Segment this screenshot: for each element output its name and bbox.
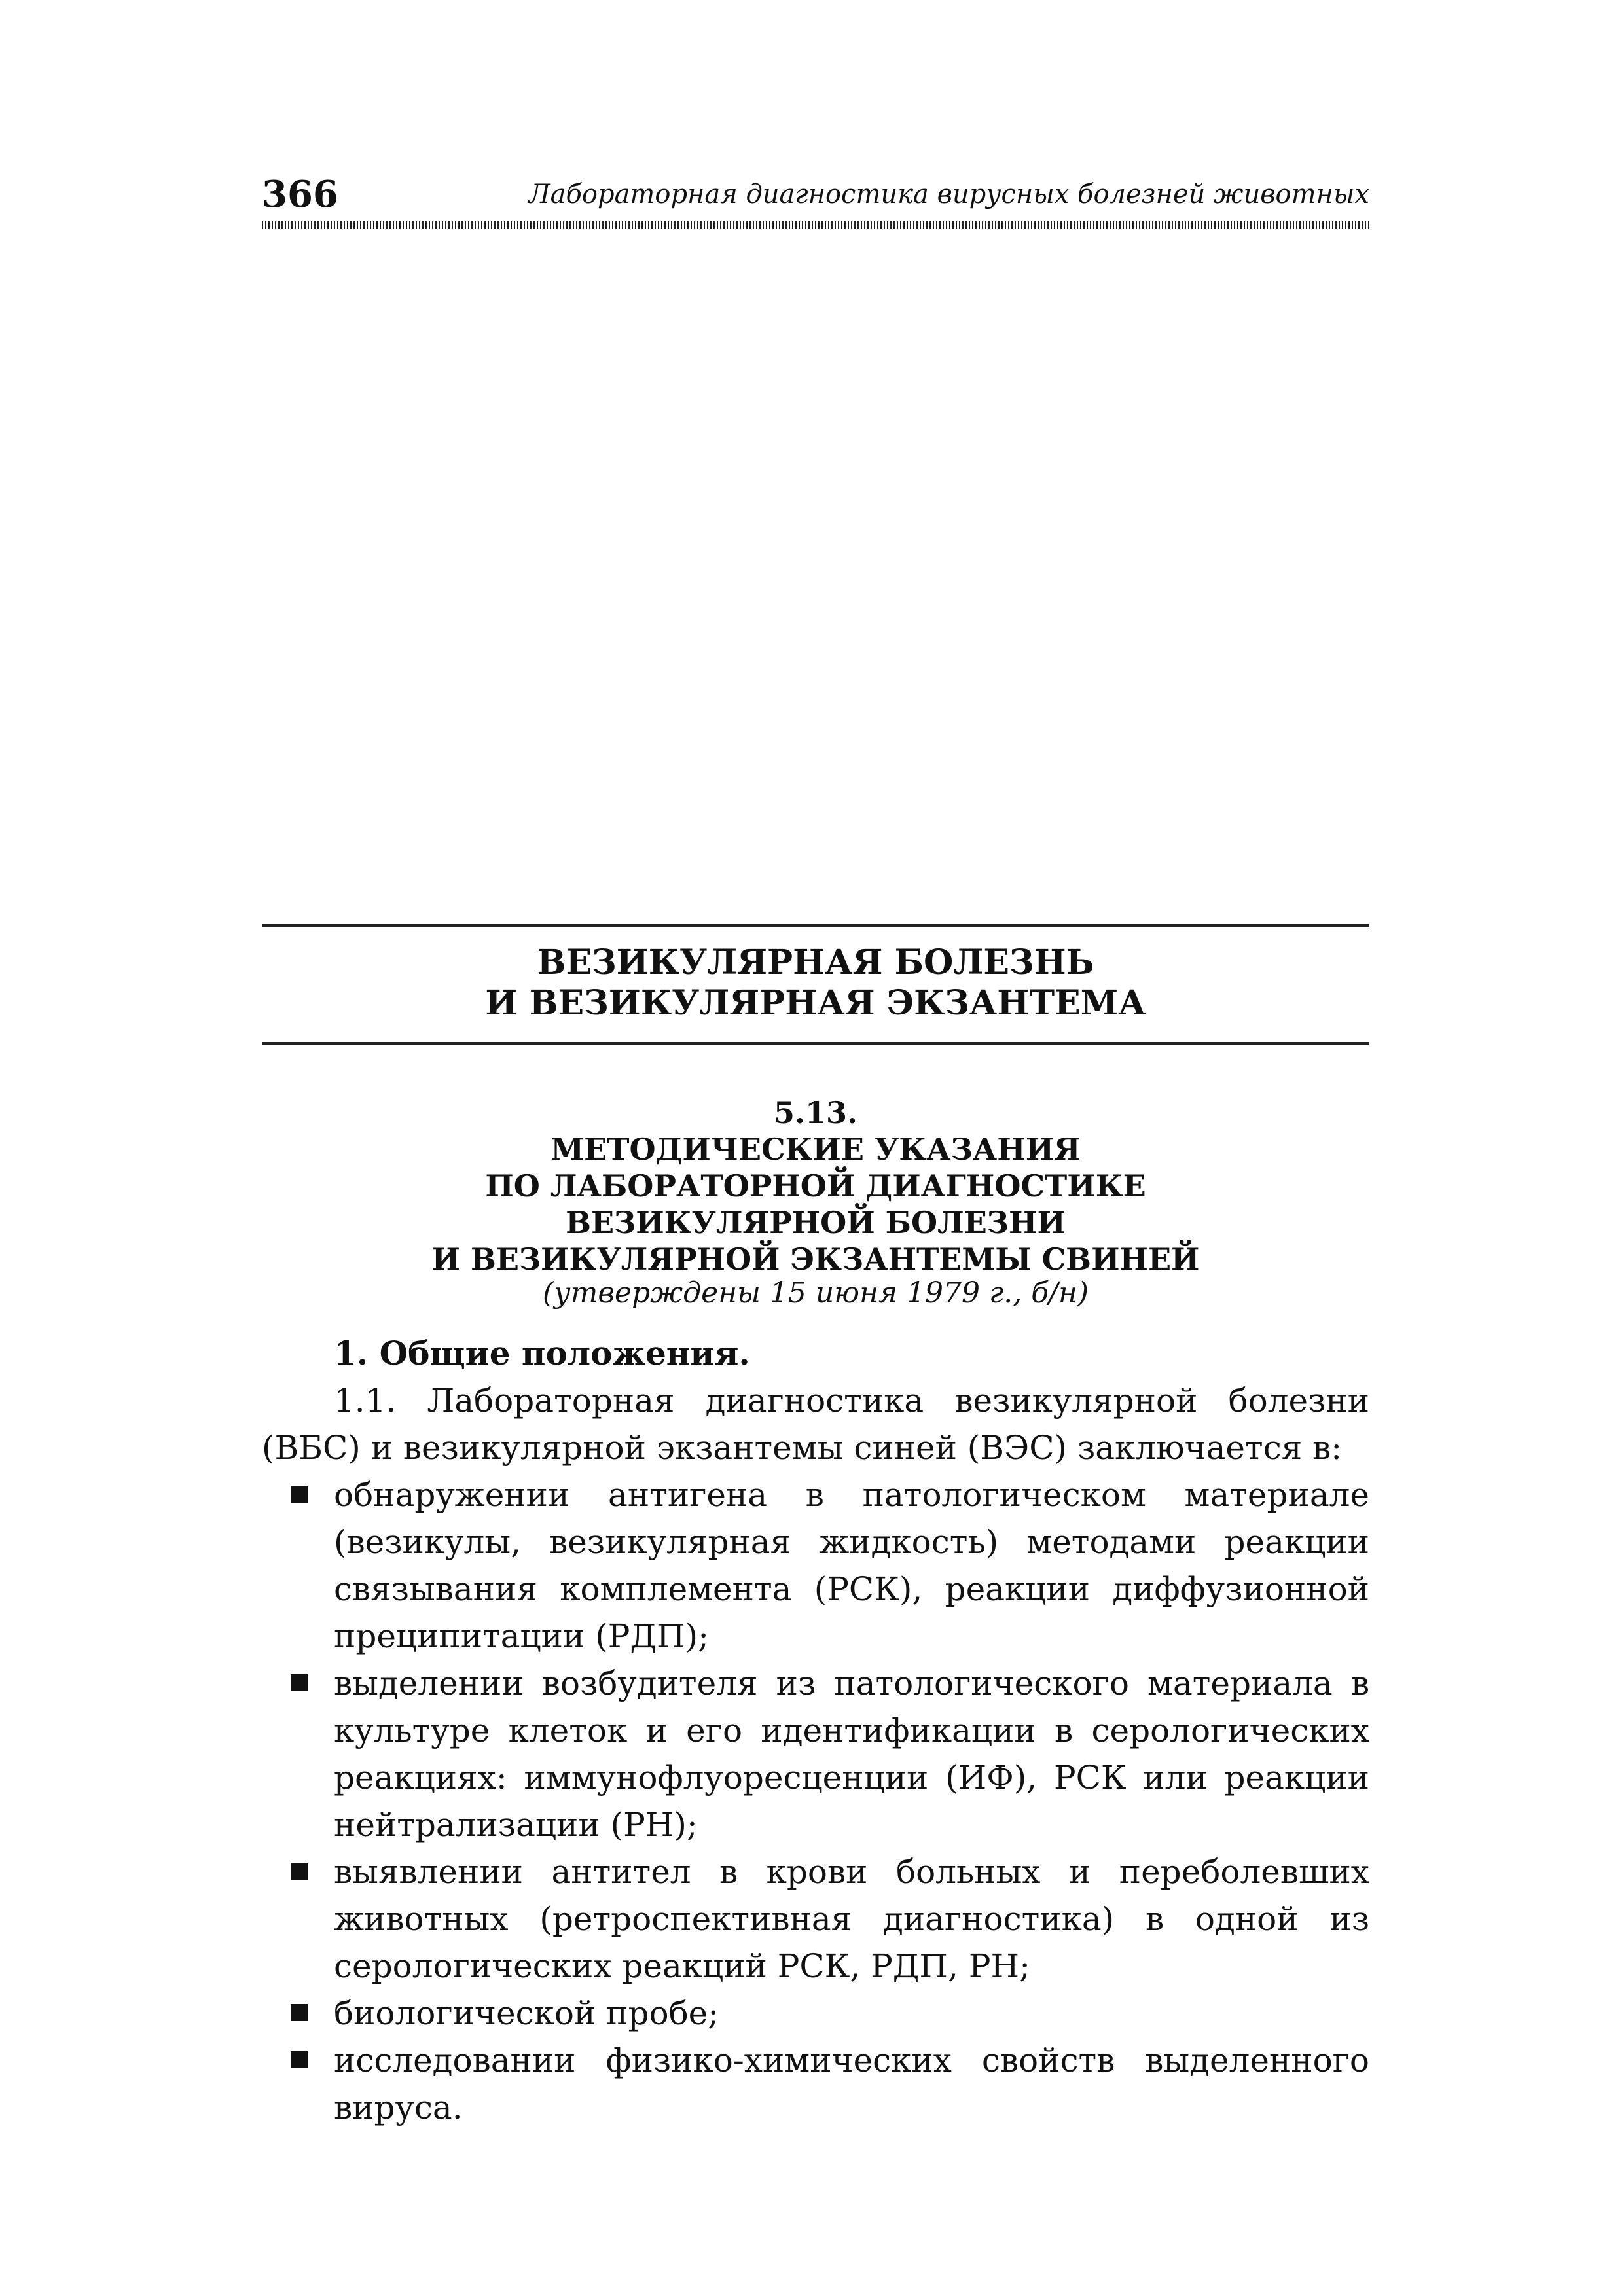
- square-bullet-icon: [291, 1486, 308, 1503]
- page-number: 366: [262, 173, 338, 216]
- section-title-line-1: ВЕЗИКУЛЯРНАЯ БОЛЕЗНЬ: [537, 942, 1094, 982]
- list-item: [262, 1990, 1369, 2037]
- list-item: [262, 1471, 1369, 1660]
- document-heading: [262, 1094, 1369, 1278]
- section-rule-bottom: [262, 1042, 1369, 1045]
- running-title: Лабораторная диагностика вирусных болезней животных: [528, 179, 1369, 209]
- square-bullet-icon: [291, 1674, 308, 1691]
- document-title-line-1: МЕТОДИЧЕСКИЕ УКАЗАНИЯ: [550, 1132, 1081, 1167]
- list-item-text: обнаружении антигена в патологическом материале (везикулы, везикулярная жидкость) методами реакции связывания комплемента (РСК), реакции диффузионной преципитации (РДП);: [334, 1476, 1369, 1655]
- list-item-text: выявлении антител в крови больных и переболевших животных (ретроспективная диагностика) в одной из серологических реакций РСК, РДП, РН;: [334, 1853, 1369, 1985]
- body-text: [262, 1330, 1369, 2131]
- list-item-text: биологической пробе;: [334, 1994, 719, 2032]
- square-bullet-icon: [291, 1863, 308, 1880]
- list-item: [262, 1848, 1369, 1990]
- approval-note: (утверждены 15 июня 1979 г., б/н): [542, 1276, 1089, 1310]
- document-title-line-3: ВЕЗИКУЛЯРНОЙ БОЛЕЗНИ: [566, 1205, 1066, 1240]
- square-bullet-icon: [291, 2051, 308, 2068]
- section-title-line-2: И ВЕЗИКУЛЯРНАЯ ЭКЗАНТЕМА: [485, 983, 1146, 1023]
- document-number: 5.13.: [773, 1095, 858, 1130]
- section-rule-top: [262, 924, 1369, 927]
- method-list: [262, 1471, 1369, 2131]
- document-title-line-2: ПО ЛАБОРАТОРНОЙ ДИАГНОСТИКЕ: [485, 1168, 1146, 1204]
- list-item: [262, 1660, 1369, 1848]
- document-title-line-4: И ВЕЗИКУЛЯРНОЙ ЭКЗАНТЕМЫ СВИНЕЙ: [431, 1242, 1200, 1277]
- list-item: [262, 2037, 1369, 2131]
- header-divider: [262, 221, 1369, 229]
- square-bullet-icon: [291, 2004, 308, 2021]
- intro-paragraph: 1.1. Лабораторная диагностика везикулярной болезни (ВБС) и везикулярной экзантемы синей (ВЭС) заключается в:: [262, 1382, 1369, 1467]
- section-title: [262, 942, 1369, 1024]
- subsection-heading: 1. Общие положения.: [334, 1334, 750, 1372]
- list-item-text: исследовании физико-химических свойств выделенного вируса.: [334, 2041, 1369, 2126]
- list-item-text: выделении возбудителя из патологического материала в культуре клеток и его идентификации в серологических реакциях: иммунофлуоресценции (ИФ), РСК или реакции нейтрализации (РН);: [334, 1664, 1369, 1844]
- running-header: [262, 171, 1369, 217]
